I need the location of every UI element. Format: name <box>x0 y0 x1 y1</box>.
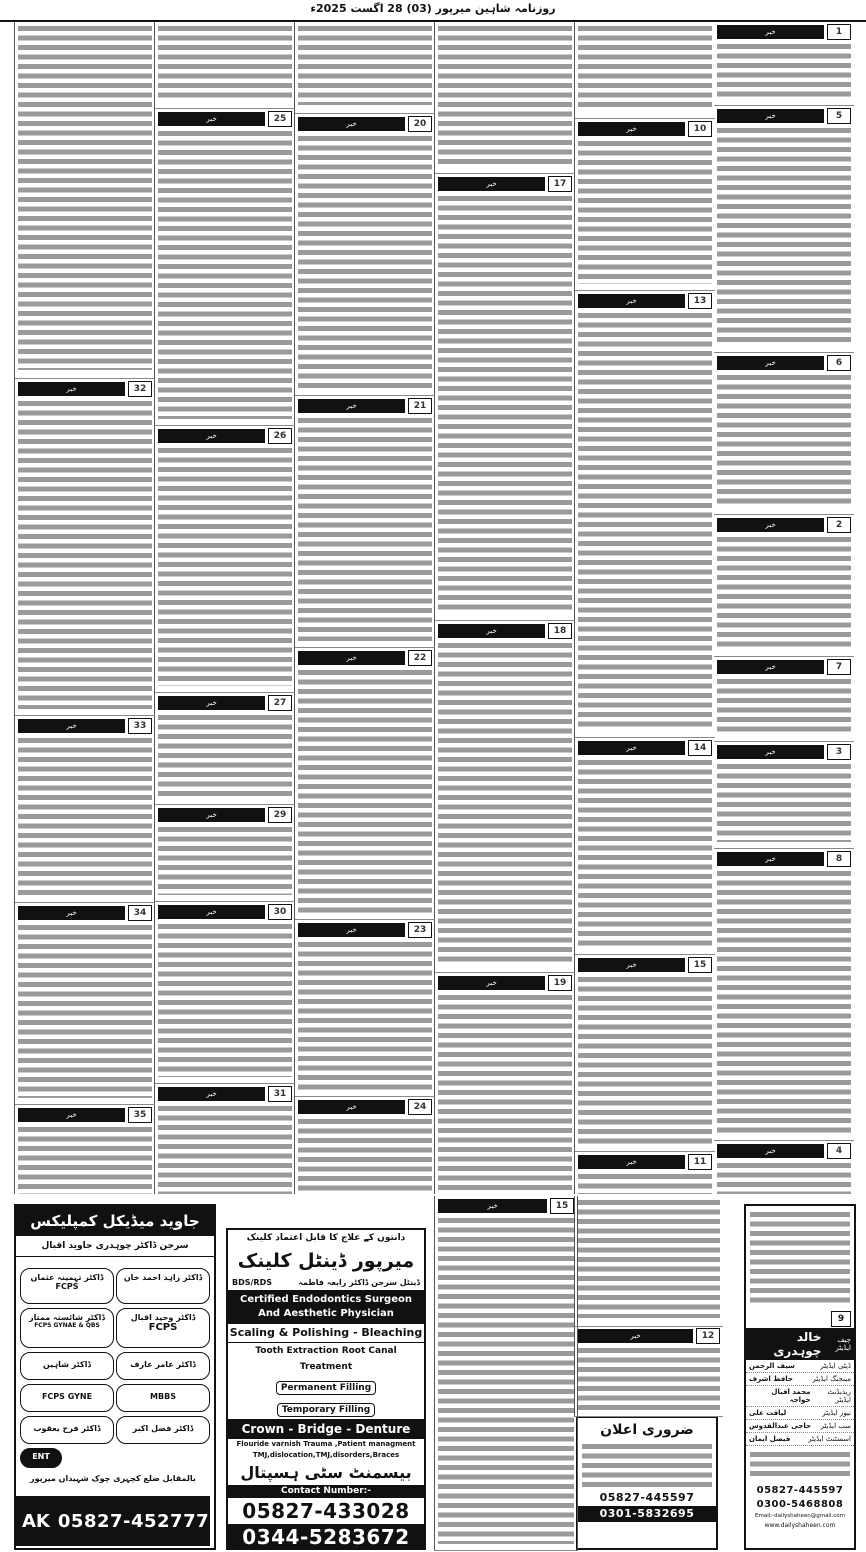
story-number: 15 <box>550 1198 574 1214</box>
story-number: 2 <box>827 517 851 533</box>
news-story <box>575 955 715 1152</box>
staff-box-story <box>750 1210 850 1306</box>
story-tag: خبر <box>18 1108 125 1122</box>
story-tag: خبر <box>578 741 685 755</box>
staff-row: مینجنگ ایڈیٹر حافظ اشرف <box>746 1373 854 1386</box>
story-text <box>158 825 292 895</box>
staff-address <box>750 1450 850 1480</box>
bds-label: BDS/RDS <box>232 1278 272 1287</box>
staff-box <box>744 1204 856 1550</box>
story-tag: خبر <box>717 518 824 532</box>
staff-email: Email:-dailyshaheen@gmail.com <box>754 1513 845 1519</box>
medical-phone-bar <box>16 1496 210 1546</box>
staff-website: www.dailyshaheen.com <box>764 1522 836 1529</box>
dental-service: Scaling & Polishing - Bleaching <box>228 1324 424 1343</box>
news-story <box>155 22 295 109</box>
news-story <box>714 1141 854 1194</box>
ads-zone <box>0 1196 866 1552</box>
story-text <box>298 134 432 389</box>
dental-phone-2: 0344-5283672 <box>228 1524 424 1550</box>
story-tag: خبر <box>717 745 824 759</box>
story-tag: خبر <box>298 1100 405 1114</box>
story-text <box>578 311 712 731</box>
story-number: 18 <box>548 623 572 639</box>
ent-tile: ENT <box>20 1448 62 1468</box>
medical-ad-address: بالمقابل ضلع کچہری چوک شہیداں میرپور <box>30 1474 196 1483</box>
news-story <box>295 648 435 920</box>
dental-specialty: Certified Endodontics Surgeon And Aesthetic Physician <box>228 1290 424 1324</box>
staff-row: نیوز ایڈیٹر لیاقت علی <box>746 1407 854 1420</box>
permanent-filling-pill: Permanent Filling <box>276 1381 376 1395</box>
story-tag: خبر <box>158 808 265 822</box>
story-tag: خبر <box>298 651 405 665</box>
doctor-tile: ڈاکٹر شاہین <box>20 1352 114 1380</box>
story-tag: خبر <box>158 429 265 443</box>
story-number: 21 <box>408 398 432 414</box>
story-number: 7 <box>827 659 851 675</box>
story-tag: خبر <box>717 660 824 674</box>
news-story <box>714 22 854 106</box>
story-number: 6 <box>827 355 851 371</box>
staff-row: سب ایڈیٹر حاجی عبدالقدوس <box>746 1420 854 1433</box>
story-tag: خبر <box>717 356 824 370</box>
ak-logo: AK <box>22 1510 50 1532</box>
story-text <box>18 24 152 370</box>
story-number: 25 <box>268 111 292 127</box>
doctor-tile: ڈاکٹر فرح یعقوب <box>20 1416 114 1444</box>
story-number: 32 <box>128 381 152 397</box>
contact-label: Contact Number:- <box>228 1485 424 1498</box>
story-text <box>298 24 432 105</box>
news-story <box>714 106 854 353</box>
news-story <box>295 1097 435 1194</box>
story-text <box>158 713 292 798</box>
news-story <box>15 22 155 379</box>
dental-service: TMJ,dislocation,TMJ,disorders,Braces <box>252 1451 400 1459</box>
story-text <box>578 975 712 1145</box>
news-story <box>15 379 155 716</box>
story-tag: خبر <box>18 382 125 396</box>
story-number: 8 <box>827 851 851 867</box>
dental-service: Flouride varnish Trauma ,Patient managment <box>236 1440 416 1448</box>
story-text <box>298 668 432 913</box>
story-tag: خبر <box>158 112 265 126</box>
medical-phone: 05827-452777 <box>57 1510 210 1532</box>
story-number: 26 <box>268 428 292 444</box>
story-tag: خبر <box>158 905 265 919</box>
dental-ad-tagline: دانتوں کے علاج کا قابل اعتماد کلینک <box>246 1233 406 1243</box>
hospital-name: بیسمنٹ سٹی ہسپتال <box>240 1463 412 1482</box>
doctor-tile: ڈاکٹر فضل اکبر <box>116 1416 210 1444</box>
story-tag: خبر <box>717 852 824 866</box>
staff-box-header <box>746 1310 854 1328</box>
news-columns <box>14 22 854 1194</box>
news-story <box>714 515 854 657</box>
story-text <box>18 923 152 1098</box>
staff-row: ڈپٹی ایڈیٹر سیف الرحمن <box>746 1360 854 1373</box>
story-number: 4 <box>827 1143 851 1159</box>
story-number: 14 <box>688 740 712 756</box>
story-text <box>298 940 432 1090</box>
story-number: 29 <box>268 807 292 823</box>
doctor-tile: ڈاکٹر شائستہ ممتاز FCPS GYNAE & QBS <box>20 1308 114 1348</box>
news-story <box>714 849 854 1141</box>
medical-ad-subtitle: سرجن ڈاکٹر چوہدری جاوید اقبال <box>16 1236 214 1257</box>
story-text <box>158 129 292 419</box>
news-story <box>574 1196 723 1327</box>
news-story <box>15 903 155 1105</box>
story-text <box>158 24 292 100</box>
dental-clinic-name: میرپور ڈینٹل کلینک <box>237 1250 415 1272</box>
column-4 <box>294 22 435 1194</box>
story-number: 34 <box>128 905 152 921</box>
news-story <box>15 716 155 903</box>
story-tag: خبر <box>717 1144 824 1158</box>
story-text <box>578 1172 712 1194</box>
story-number: 12 <box>696 1328 720 1344</box>
news-story <box>155 1084 295 1194</box>
story-text <box>578 139 712 284</box>
story-text <box>578 758 712 948</box>
story-tag: خبر <box>18 906 125 920</box>
story-tag: خبر <box>438 1199 547 1213</box>
story-number: 1 <box>827 24 851 40</box>
news-story <box>155 109 295 426</box>
story-tag: خبر <box>578 122 685 136</box>
story-text <box>717 126 851 346</box>
doctor-tile: ڈاکٹر وحید اقبال FCPS <box>116 1308 210 1348</box>
dental-service: Tooth Extraction Root Canal Treatment <box>255 1346 397 1372</box>
news-story <box>295 396 435 648</box>
filling-pills <box>228 1375 424 1419</box>
story-text <box>298 1117 432 1194</box>
story-number: 19 <box>548 975 572 991</box>
story-number: 17 <box>548 176 572 192</box>
staff-phone-1: 05827-445597 <box>756 1485 844 1496</box>
medical-ad-title: جاوید میڈیکل کمپلیکس <box>16 1206 214 1236</box>
story-number: 5 <box>827 108 851 124</box>
story-text <box>18 1125 152 1194</box>
news-story <box>714 742 854 849</box>
news-story <box>575 22 715 119</box>
story-number: 24 <box>408 1099 432 1115</box>
news-story <box>575 119 715 291</box>
story-text <box>717 677 851 735</box>
news-story <box>714 353 854 515</box>
story-number: 31 <box>268 1086 292 1102</box>
story-number: 23 <box>408 922 432 938</box>
column-1 <box>714 22 854 1194</box>
doctor-tile: ڈاکٹر تہمینہ عثمان FCPS <box>20 1268 114 1304</box>
news-story <box>295 22 435 114</box>
story-tag: خبر <box>578 958 685 972</box>
story-tag: خبر <box>438 177 545 191</box>
column-6 <box>14 22 155 1194</box>
news-story <box>295 920 435 1097</box>
news-story <box>15 1105 155 1194</box>
story-text <box>438 993 572 1194</box>
story-text <box>578 1198 720 1318</box>
column-2 <box>574 22 715 1194</box>
doctor-tile: MBBS <box>116 1384 210 1412</box>
story-text <box>18 399 152 709</box>
news-story <box>574 1326 723 1417</box>
dental-phone-1: 05827-433028 <box>242 1499 410 1523</box>
story-tag: خبر <box>438 976 545 990</box>
story-tag: خبر <box>578 1155 685 1169</box>
story-text <box>158 922 292 1077</box>
news-story <box>435 22 575 174</box>
news-story <box>295 114 435 396</box>
story-tag: خبر <box>298 923 405 937</box>
staff-row: ریذیڈنٹ ایڈیٹر محمد اقبال خواجہ <box>746 1386 854 1407</box>
story-tag: خبر <box>18 719 125 733</box>
story-text <box>298 416 432 641</box>
story-text <box>18 736 152 896</box>
story-tag: خبر <box>438 624 545 638</box>
story-tag: خبر <box>298 117 405 131</box>
story-number: 15 <box>688 957 712 973</box>
story-tag: خبر <box>298 399 405 413</box>
notice-title: ضروری اعلان <box>600 1422 694 1438</box>
story-number: 20 <box>408 116 432 132</box>
temporary-filling-pill: Temporary Filling <box>277 1403 375 1417</box>
story-number: 10 <box>688 121 712 137</box>
column-3 <box>434 22 575 1194</box>
story-tag: خبر <box>578 294 685 308</box>
news-story <box>155 693 295 805</box>
story-text <box>578 1346 720 1410</box>
column-5 <box>154 22 295 1194</box>
story-text <box>578 24 712 110</box>
doctor-tile: ڈاکٹر زاہد احمد خان <box>116 1268 210 1304</box>
news-story <box>155 426 295 693</box>
story-text <box>717 373 851 508</box>
staff-phone-2: 0300-5468808 <box>756 1499 844 1510</box>
notice-phone-1: 05827-445597 <box>599 1491 695 1504</box>
news-story <box>575 1152 715 1194</box>
news-story <box>435 174 575 621</box>
story-tag: خبر <box>578 1329 693 1343</box>
story-text <box>717 42 851 99</box>
story-text <box>717 1161 851 1194</box>
news-story <box>714 657 854 742</box>
story-text <box>438 1216 574 1544</box>
dental-clinic-ad <box>226 1228 426 1550</box>
story-text <box>717 869 851 1134</box>
story-number: 13 <box>688 293 712 309</box>
news-story <box>575 291 715 738</box>
staff-row: اسسٹنٹ ایڈیٹر فیصل ایمان <box>746 1433 854 1446</box>
story-text <box>717 535 851 650</box>
story-text <box>717 762 851 842</box>
dental-service: Crown - Bridge - Denture <box>228 1419 424 1439</box>
story-number: 33 <box>128 718 152 734</box>
chief-editor-row <box>746 1328 854 1360</box>
story-number: 3 <box>827 744 851 760</box>
story-tag: خبر <box>158 696 265 710</box>
story-number: 9 <box>831 1311 851 1327</box>
story-text <box>438 641 572 966</box>
story-text <box>438 24 572 165</box>
story-number: 35 <box>128 1107 152 1123</box>
story-tag: خبر <box>717 109 824 123</box>
news-story <box>435 973 575 1194</box>
story-tag: خبر <box>717 25 824 39</box>
story-number: 22 <box>408 650 432 666</box>
news-story <box>435 621 575 973</box>
dental-doctor-row <box>228 1276 424 1290</box>
story-text <box>158 1104 292 1194</box>
chief-editor-label: چیف ایڈیٹر <box>835 1336 851 1352</box>
story-text <box>438 194 572 614</box>
story-tag: خبر <box>158 1087 265 1101</box>
notice-text <box>582 1442 712 1490</box>
news-story <box>155 805 295 902</box>
notice-phone-2: 0301-5832695 <box>578 1506 716 1522</box>
news-story <box>155 902 295 1084</box>
medical-complex-ad <box>14 1204 216 1550</box>
story-number: 30 <box>268 904 292 920</box>
chief-editor-name: خالد چوہدری <box>773 1330 822 1358</box>
masthead: روزنامہ شاہین میرپور (03) 28 اگست 2025ء <box>0 0 866 22</box>
doctor-tile: ڈاکٹر عامر عارف <box>116 1352 210 1380</box>
story-number: 11 <box>688 1154 712 1170</box>
doctor-tile: FCPS GYNE <box>20 1384 114 1412</box>
dental-doctor-name: ڈینٹل سرجن ڈاکٹر رابعہ فاطمہ <box>298 1278 420 1287</box>
story-number: 27 <box>268 695 292 711</box>
story-text <box>158 446 292 686</box>
news-story <box>575 738 715 955</box>
news-story <box>434 1196 578 1551</box>
notice-ad <box>576 1416 718 1550</box>
